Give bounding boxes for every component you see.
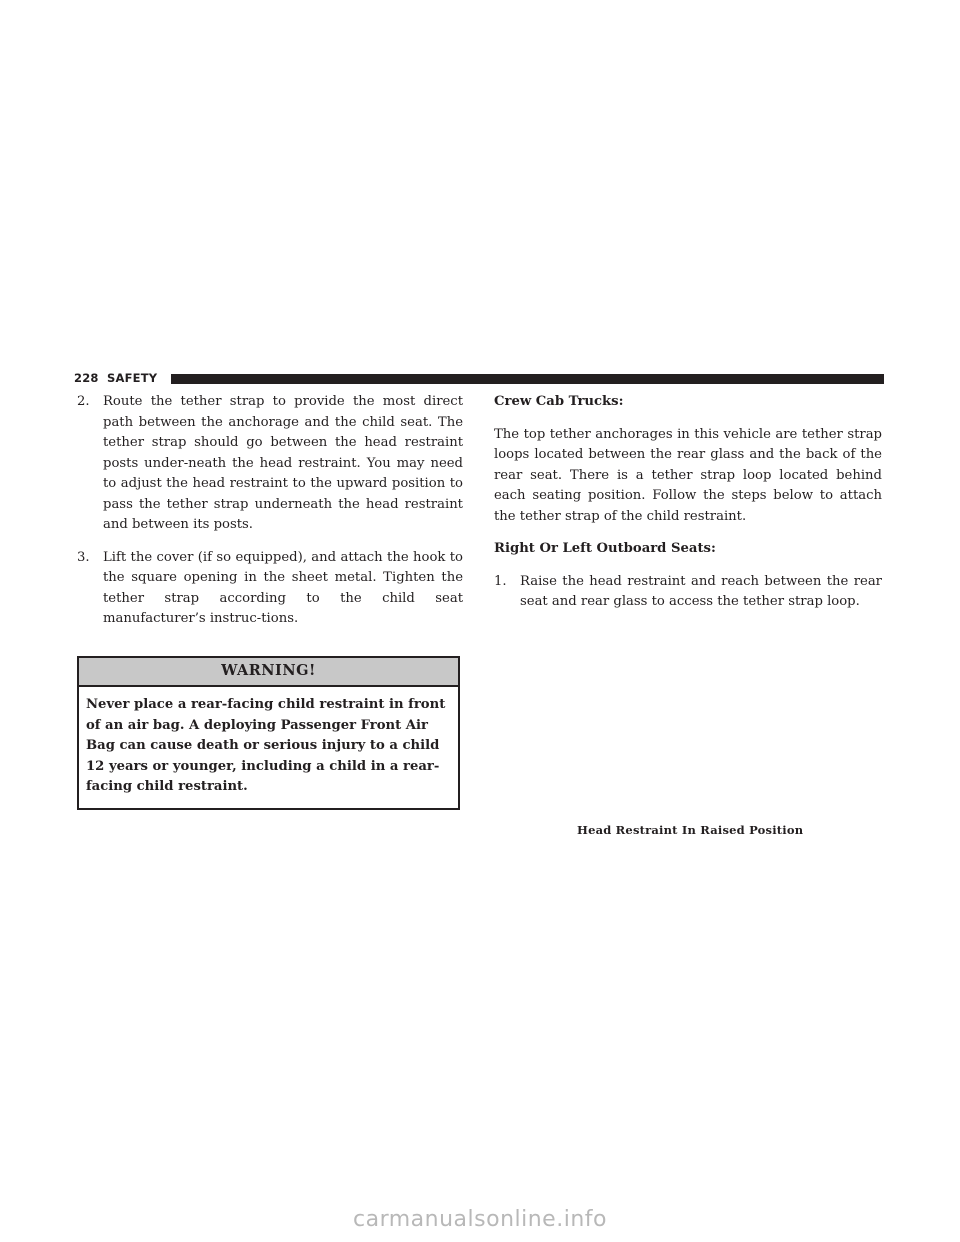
section-title: SAFETY: [107, 371, 158, 385]
section-heading-outboard-seats: Right Or Left Outboard Seats:: [494, 541, 716, 556]
body-paragraph: The top tether anchorages in this vehicle are tether strap loops located between the rear glass and the back of the rear seat. There is a tether strap loop located behind each seating position. Follow the steps below to attach the tether strap of the child restraint.: [494, 426, 882, 524]
figure-caption: Head Restraint In Raised Position: [577, 823, 804, 837]
warning-box: [77, 656, 460, 810]
list-item-text: Lift the cover (if so equipped), and attach the hook to the square opening in the sheet metal. Tighten the tether strap according to the child seat manufacturer’s instruc-tions.: [103, 549, 463, 626]
page-header: [74, 368, 884, 386]
list-item: [77, 392, 463, 536]
list-item: [494, 572, 882, 613]
watermark: carmanualsonline.info: [353, 1207, 607, 1232]
warning-title: WARNING!: [79, 658, 458, 688]
list-item: [77, 548, 463, 630]
warning-body: Never place a rear-facing child restraint in front of an air bag. A deploying Passenger Front Air Bag can cause death or serious injury to a child 12 years or younger, including a child in a rear-facing child restraint.: [86, 697, 446, 794]
list-item-text: Route the tether strap to provide the most direct path between the anchorage and the child seat. The tether strap should go between the head restraint posts under-neath the head restraint. You may need to adjust the head restraint to the upward position to pass the tether strap underneath the head restraint and between its posts.: [103, 394, 463, 532]
list-item-number: 1.: [494, 573, 507, 589]
list-item-number: 3.: [77, 549, 90, 565]
page-number: 228: [74, 371, 99, 385]
list-item-text: Raise the head restraint and reach between the rear seat and rear glass to access the tether strap loop.: [520, 573, 882, 609]
section-heading-crew-cab: Crew Cab Trucks:: [494, 394, 624, 409]
right-column: [494, 392, 882, 625]
header-rule: [171, 374, 884, 384]
left-column: [77, 392, 463, 810]
list-item-number: 2.: [77, 394, 90, 409]
page-number-section: [74, 371, 157, 385]
